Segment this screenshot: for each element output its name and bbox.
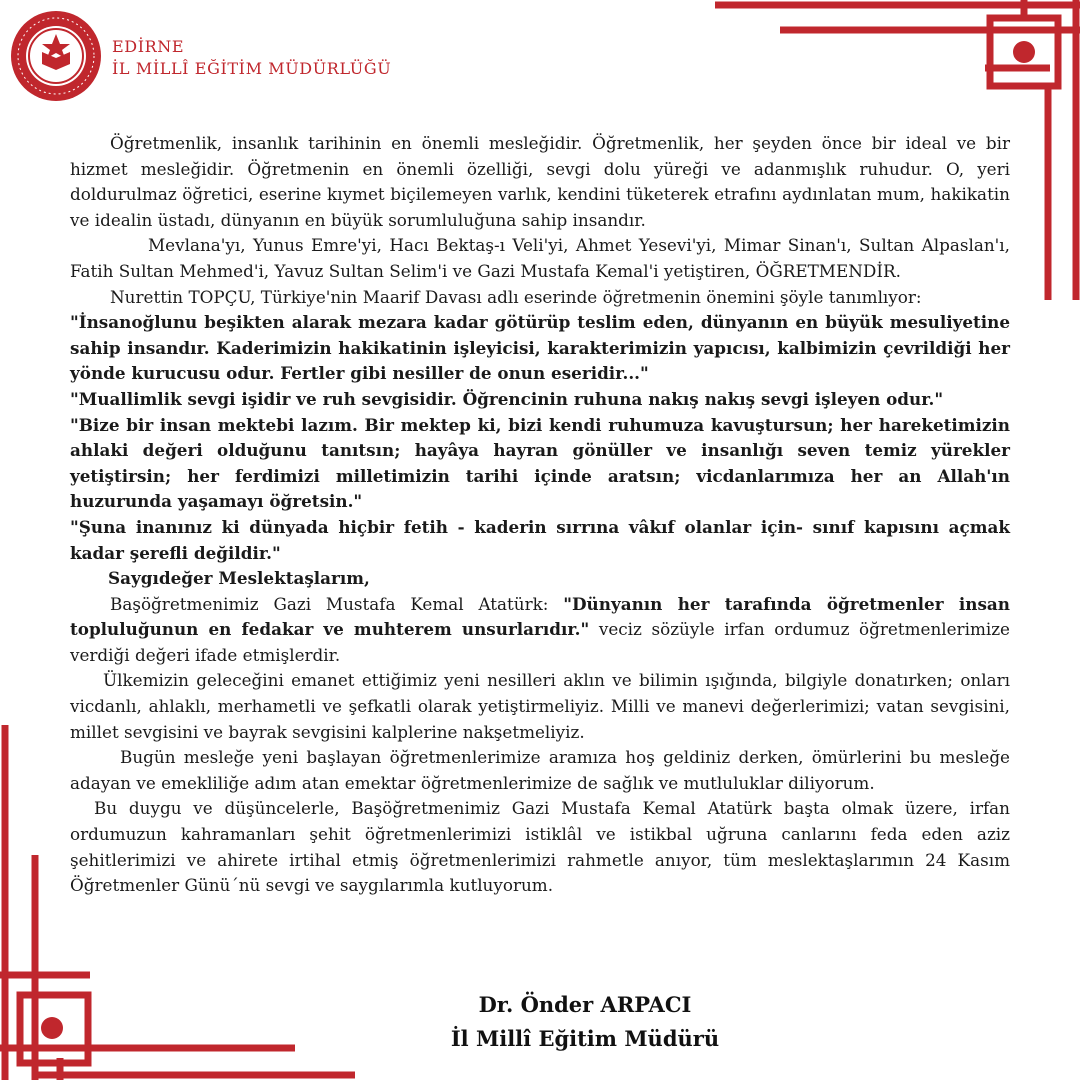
paragraph-1: Öğretmenlik, insanlık tarihinin en önemli mesleğidir. Öğretmenlik, her şeyden önce bir ideal ve bir hizmet mesleğidir. Öğretmenin en önemli özelliği, sevgi dolu yüreği ve adanmışlık ruhudur. O, yeri doldurulmaz öğretici, eserine kıymet biçilemeyen varlık, kendini tüketerek etrafını aydınlatan mum, hakikatin ve idealin üstadı, dünyanın en büyük sorumluluğuna sahip insandır.: [70, 133, 1010, 230]
quote-2: "Muallimlik sevgi işidir ve ruh sevgisidir. Öğrencinin ruhuna nakış nakış sevgi işleyen odur.": [70, 388, 944, 409]
quote-3: "Bize bir insan mektebi lazım. Bir mektep ki, bizi kendi ruhumuza kavuştursun; her hareketimizin ahlaki değeri olduğunu tanıtsın; hayâya hayran gönüller ve insanlığı seven temiz yürekler yetiştirsin; her ferdimizi milletimizin tarihi içinde aratsın; vicdanlarımıza her an Allah'ın huzurunda yaşamayı öğretsin.": [70, 414, 1010, 512]
letter-body: [70, 131, 1010, 899]
ornament-dot-bottom: [41, 1017, 63, 1039]
signature-name: Dr. Önder ARPACI: [478, 992, 692, 1017]
paragraph-3: Nurettin TOPÇU, Türkiye'nin Maarif Davası adlı eserinde öğretmenin önemini şöyle tanımlıyor:: [110, 286, 922, 307]
paragraph-8: Bu duygu ve düşüncelerle, Başöğretmenimiz Gazi Mustafa Kemal Atatürk başta olmak üzere, irfan ordumuzun kahramanları şehit öğretmenlerimizi istiklâl ve istikbal uğruna canlarını feda eden aziz şehitlerimizi ve ahirete irtihal etmiş öğretmenlerimizi rahmetle anıyor, tüm meslektaşlarımın 24 Kasım Öğretmenler Günü´nü sevgi ve saygılarımla kutluyorum.: [70, 798, 1010, 896]
org-city: EDİRNE: [112, 37, 185, 56]
org-directorate: İL MİLLÎ EĞİTİM MÜDÜRLÜĞÜ: [112, 59, 392, 78]
signature-title: İl Millî Eğitim Müdürü: [450, 1026, 720, 1051]
paragraph-5-end: veciz sözüyle irfan ordumuz öğretmenlerimize verdiği değeri ifade etmişlerdir.: [70, 619, 1010, 665]
paragraph-7: Bugün mesleğe yeni başlayan öğretmenlerimize aramıza hoş geldiniz derken, ömürlerini bu mesleğe adayan ve emekliliğe adım atan emektar öğretmenlerimize de sağlık ve mutluluklar diliyorum.: [70, 747, 1010, 793]
signature-block: [385, 988, 785, 1056]
paragraph-5: [70, 592, 1010, 669]
salutation: Saygıdeğer Meslektaşlarım,: [108, 568, 370, 589]
paragraph-2: Mevlana'yı, Yunus Emre'yi, Hacı Bektaş-ı Veli'yi, Ahmet Yesevi'yi, Mimar Sinan'ı, Sultan Alpaslan'ı, Fatih Sultan Mehmed'i, Yavuz Sultan Selim'i ve Gazi Mustafa Kemal'i yetiştiren, ÖĞRETMENDİR.: [70, 235, 1010, 281]
ministry-seal-icon: [8, 8, 104, 104]
ataturk-quote: "Dünyanın her tarafında öğretmenler insan topluluğunun en fedakar ve muhterem unsurlarıdır.": [70, 593, 1010, 640]
organization-name: [112, 36, 391, 80]
paragraph-5-start: Başöğretmenimiz Gazi Mustafa Kemal Atatürk:: [110, 593, 564, 614]
paragraph-6: Ülkemizin geleceğini emanet ettiğimiz yeni nesilleri aklın ve bilimin ışığında, bilgiyle donatırken; onları vicdanlı, ahlaklı, merhametli ve şefkatli olarak yetiştirmeliyiz. Milli ve manevi değerlerimizi; vatan sevgisini, millet sevgisini ve bayrak sevgisini kalplerine nakşetmeliyiz.: [70, 670, 1010, 742]
quote-1: "İnsanoğlunu beşikten alarak mezara kadar götürüp teslim eden, dünyanın en büyük mesuliyetine sahip insandır. Kaderimizin hakikatinin işleyicisi, karakterimizin yapıcısı, kalbimizin çevrildiği her yönde kurucusu odur. Fertler gibi nesiller de onun eseridir...": [70, 312, 1010, 384]
ornament-dot-top: [1013, 41, 1035, 63]
quote-4: "Şuna inanınız ki dünyada hiçbir fetih - kaderin sırrına vâkıf olanlar için- sınıf kapısını açmak kadar şerefli değildir.": [70, 516, 1010, 563]
